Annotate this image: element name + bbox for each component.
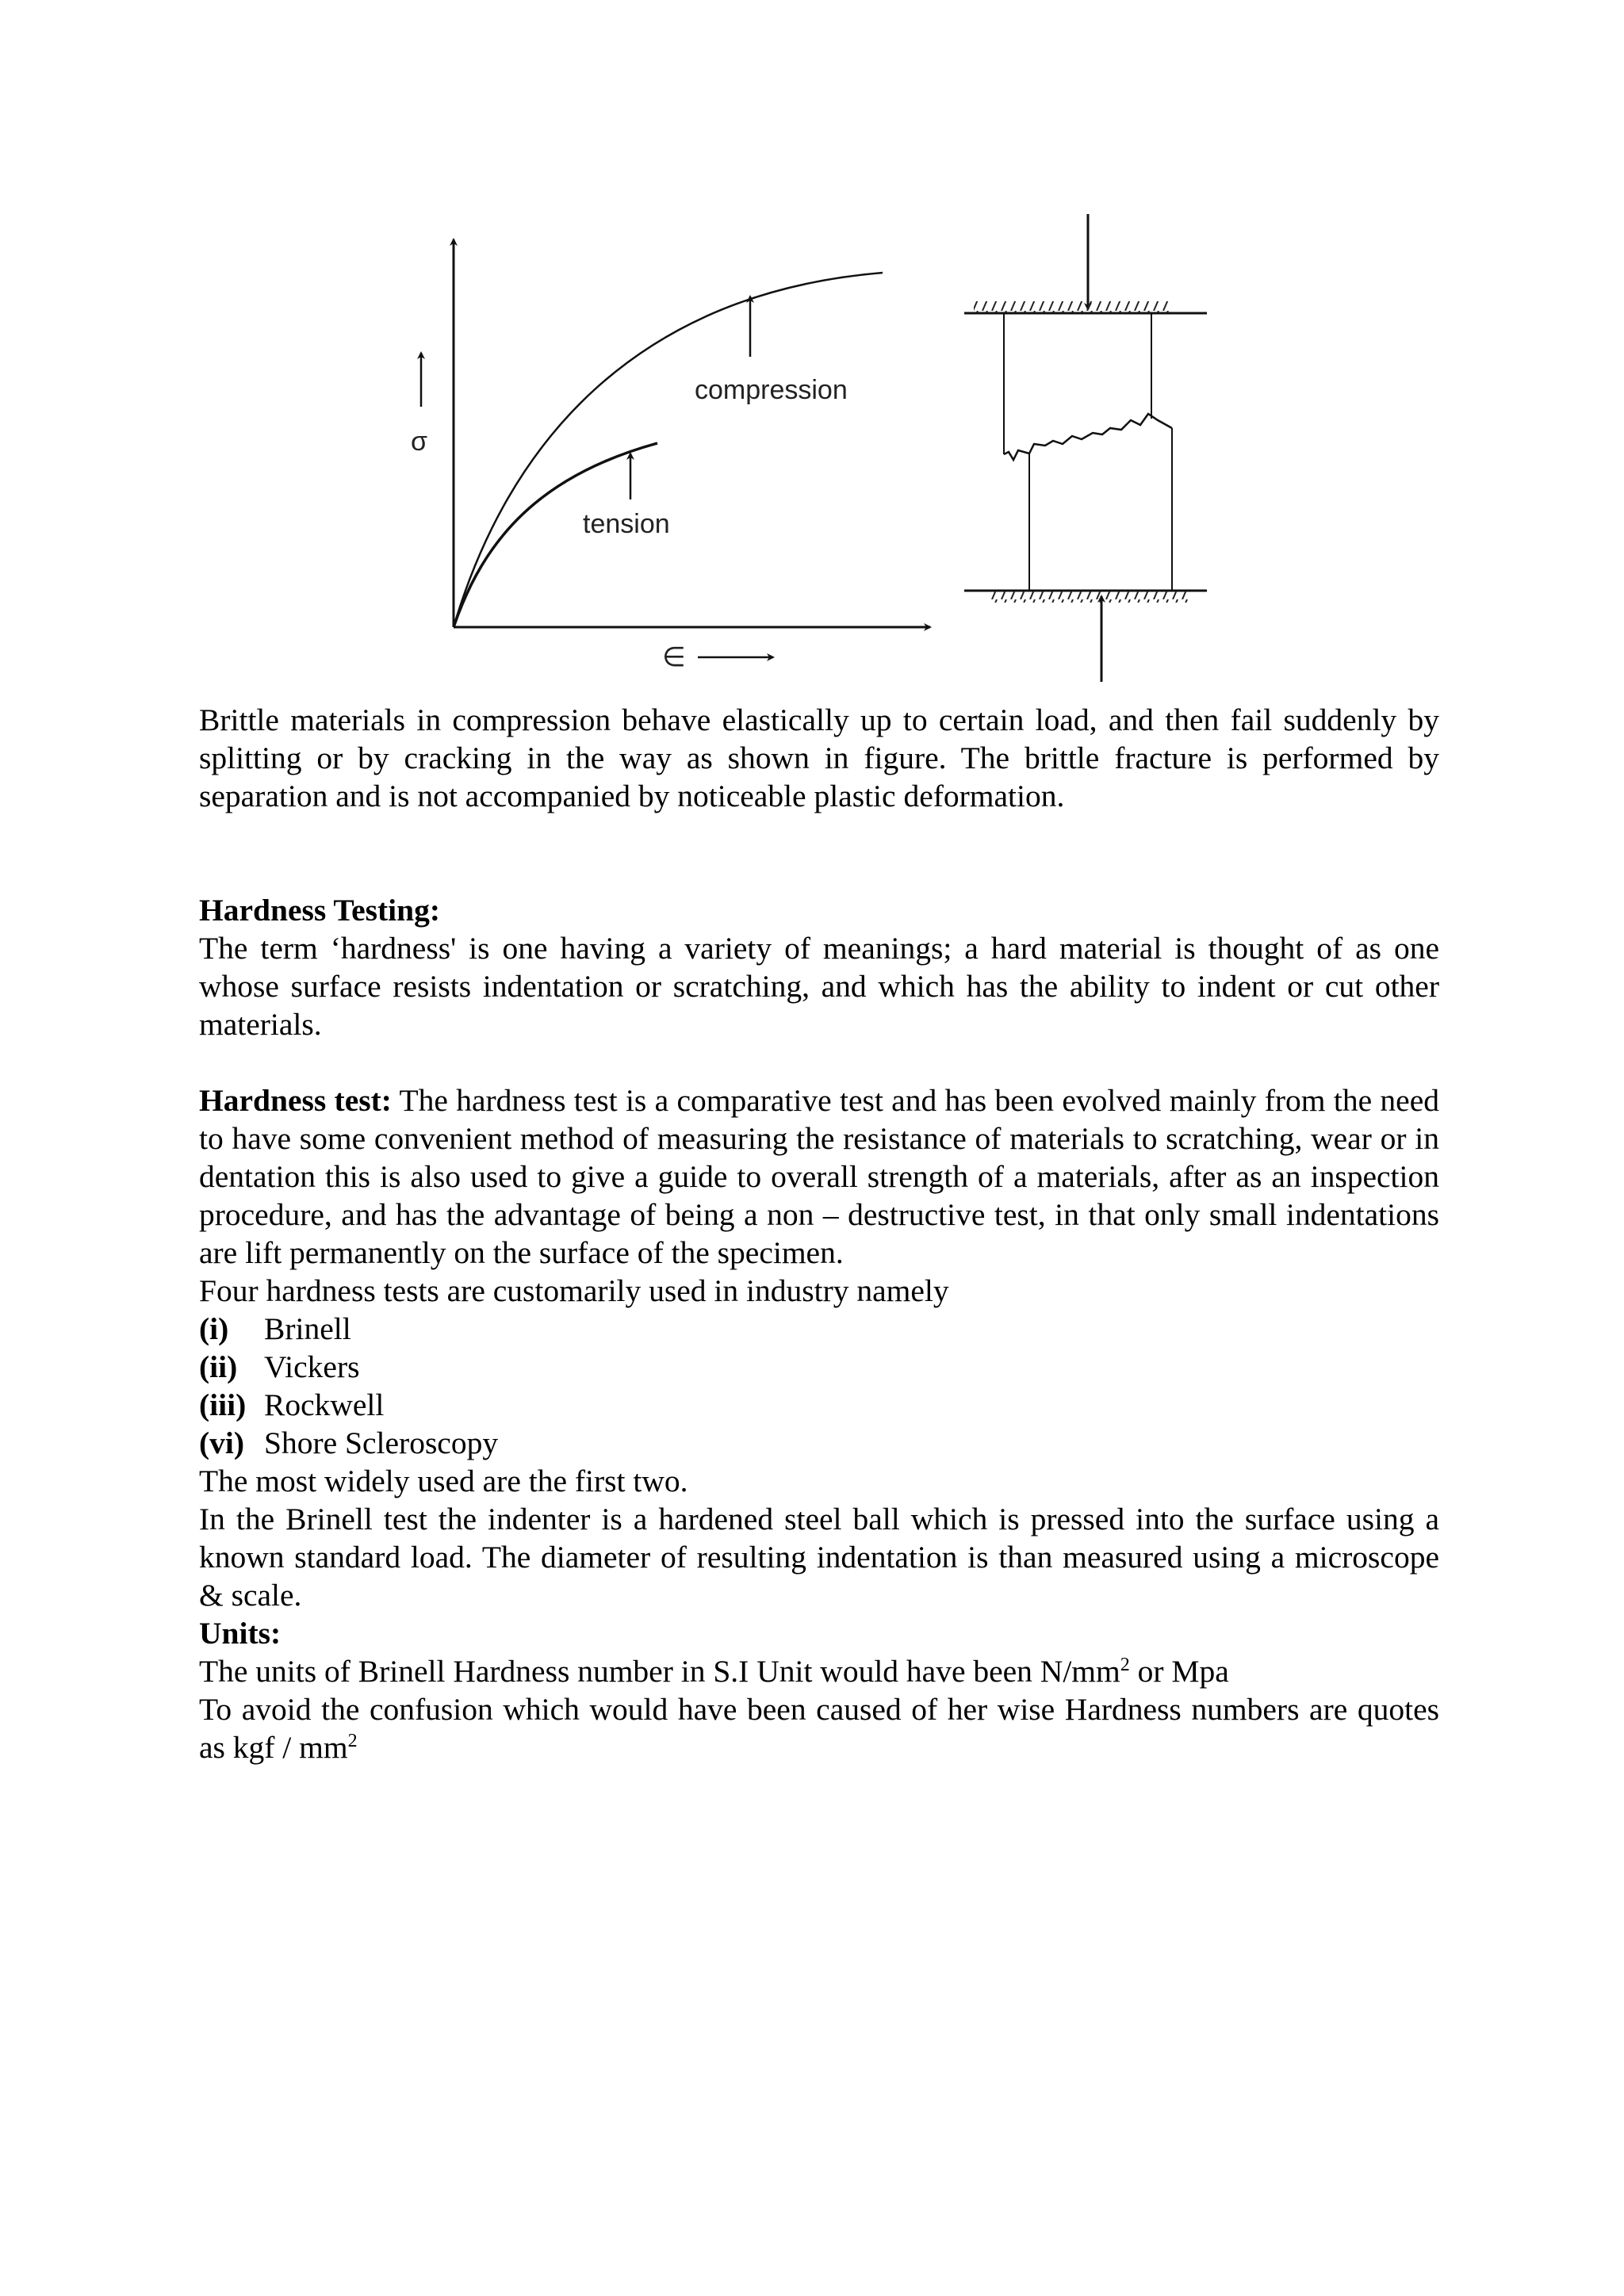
list-item: (i) Brinell: [199, 1311, 351, 1346]
most-used-text: The most widely used are the first two.: [199, 1464, 688, 1498]
stress-strain-figure: [0, 0, 1624, 698]
list-item: (iii) Rockwell: [199, 1387, 385, 1422]
list-item: (ii) Vickers: [199, 1349, 360, 1384]
brittle-paragraph: Brittle materials in compression behave elastically up to certain load, and then fail suddenly by splitting or by cracking in the way as shown in figure. The brittle fracture is performed by separation and is not accompanied by noticeable plastic deformation.: [199, 702, 1439, 813]
hardness-testing-heading: Hardness Testing:: [199, 893, 441, 928]
compression-label: compression: [695, 375, 848, 405]
compression-curve: [454, 273, 883, 627]
units-line-2: To avoid the confusion which would have been caused of her wise Hardness numbers are quotes as kgf / $mm^2$: [199, 1692, 1439, 1765]
units-heading: Units:: [199, 1616, 282, 1651]
y-axis-label: σ: [411, 427, 427, 457]
list-item: (vi) Shore Scleroscopy: [199, 1425, 499, 1460]
document-body: [199, 701, 1439, 1766]
hardness-test-paragraph: Hardness test: The hardness test is a comparative test and has been evolved mainly from the need to have some convenient method of measuring the resistance of materials to scratching, wear or in dentation this is also used to give a guide to overall strength of a materials, after as an inspection procedure, and has the advantage of being a non – destructive test, in that only small indentations are lift permanently on the surface of the specimen.: [199, 1083, 1439, 1270]
x-axis-label: ∈: [662, 642, 686, 672]
units-line-1: The units of Brinell Hardness number in S.I Unit would have been $N/mm^2$ or Mpa: [199, 1654, 1229, 1689]
tension-label: tension: [583, 509, 670, 539]
list-intro: Four hardness tests are customarily used in industry namely: [199, 1273, 949, 1308]
hardness-testing-paragraph: The term ‘hardness' is one having a variety of meanings; a hard material is thought of as one whose surface resists indentation or scratching, and which has the ability to indent or cut other materials.: [199, 931, 1439, 1042]
compression-specimen-diagram: [964, 214, 1207, 682]
brinell-paragraph: In the Brinell test the indenter is a hardened steel ball which is pressed into the surface using a known standard load. The diameter of resulting indentation is than measured using a microscope & scale.: [199, 1502, 1439, 1613]
